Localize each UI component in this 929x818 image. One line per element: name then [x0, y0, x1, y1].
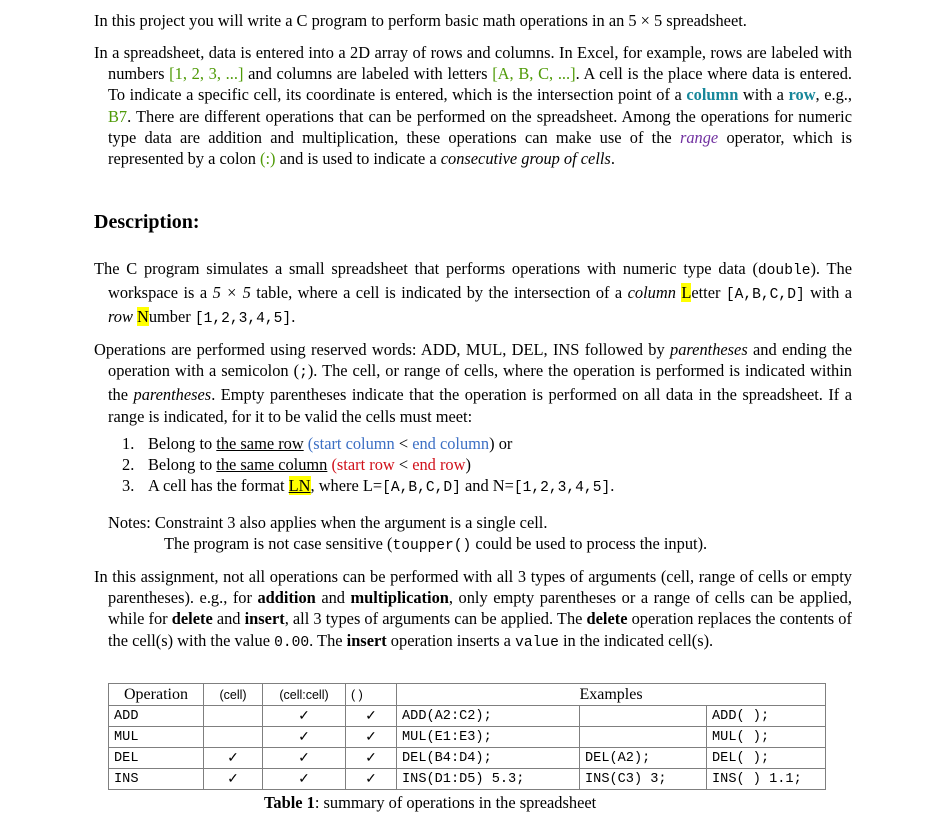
column-term: column — [686, 85, 739, 105]
table-row: DEL ✓ ✓ ✓ DEL(B4:D4); DEL(A2); DEL( ); — [109, 748, 826, 769]
list-item: 1. Belong to the same row (start column < end column) or — [122, 434, 513, 453]
operations-paragraph: Operations are performed using reserved words: ADD, MUL, DEL, INS followed by parentheses and ending the operation with a semicolon (;). The cell, or range of cells, where the operation is performed is indicated within the parentheses. Empty parentheses indicate that the operation is performed on all data in the spreadsheet. If a range is indicated, for it to be valid the cells must meet: — [94, 340, 853, 426]
row-term: row — [788, 85, 816, 105]
range-term: range — [679, 127, 719, 147]
list-item: 3. A cell has the format LN, where L=[A,B,C,D] and N=[1,2,3,4,5]. — [122, 476, 615, 497]
notes: Notes: Constraint 3 also applies when the argument is a single cell. The program is not case sensitive (toupper() could be used to process the input). — [108, 513, 708, 555]
description-paragraph: The C program simulates a small spreadsheet that performs operations with numeric type data (double). The workspace is a 5 × 5 table, where a cell is indicated by the intersection of a column Letter [A,B,C,D] with a row Number [1,2,3,4,5]. — [94, 259, 852, 328]
table-row: MUL ✓ ✓ MUL(E1:E3); MUL( ); — [109, 727, 826, 748]
table-caption: Table 1: summary of operations in the spreadsheet — [264, 793, 597, 812]
operations-table — [108, 683, 826, 790]
section-heading: Description: — [94, 211, 200, 233]
table-header-row: Operation (cell) (cell:cell) ( ) Examples — [109, 684, 826, 706]
assignment-paragraph: In this assignment, not all operations can be performed with all 3 types of arguments (cell, range of cells or empty parentheses). e.g., for addition and multiplication, only empty parentheses or a range of cells can be applied, while for delete and insert, all 3 types of arguments can be applied. The delete operation replaces the contents of the cell(s) with the value 0.00. The insert operation inserts a value in the indicated cell(s). — [94, 567, 852, 651]
constraints-list — [122, 433, 838, 500]
table-row: ADD ✓ ✓ ADD(A2:C2); ADD( ); — [109, 706, 826, 727]
list-item: 2. Belong to the same column (start row < end row) — [122, 455, 471, 475]
table-row: INS ✓ ✓ ✓ INS(D1:D5) 5.3; INS(C3) 3; INS( ) 1.1; — [109, 769, 826, 790]
spreadsheet-paragraph: In a spreadsheet, data is entered into a 2D array of rows and columns. In Excel, for example, rows are labeled with numbers [1, 2, 3, ...] and columns are labeled with letters [A, B, C, ...]. A cell is the place where data is entered. To indicate a specific cell, its coordinate is entered, which is the intersection point of a column with a row, e.g., B7. There are different operations that can be performed on the spreadsheet. Among the operations for numeric type data are addition and multiplication, these operations can make use of the range operator, which is represented by a colon (:) and is used to indicate a consecutive group of cells. — [94, 43, 852, 169]
intro-paragraph: In this project you will write a C program to perform basic math operations in an 5 × 5 spreadsheet. — [94, 11, 747, 30]
